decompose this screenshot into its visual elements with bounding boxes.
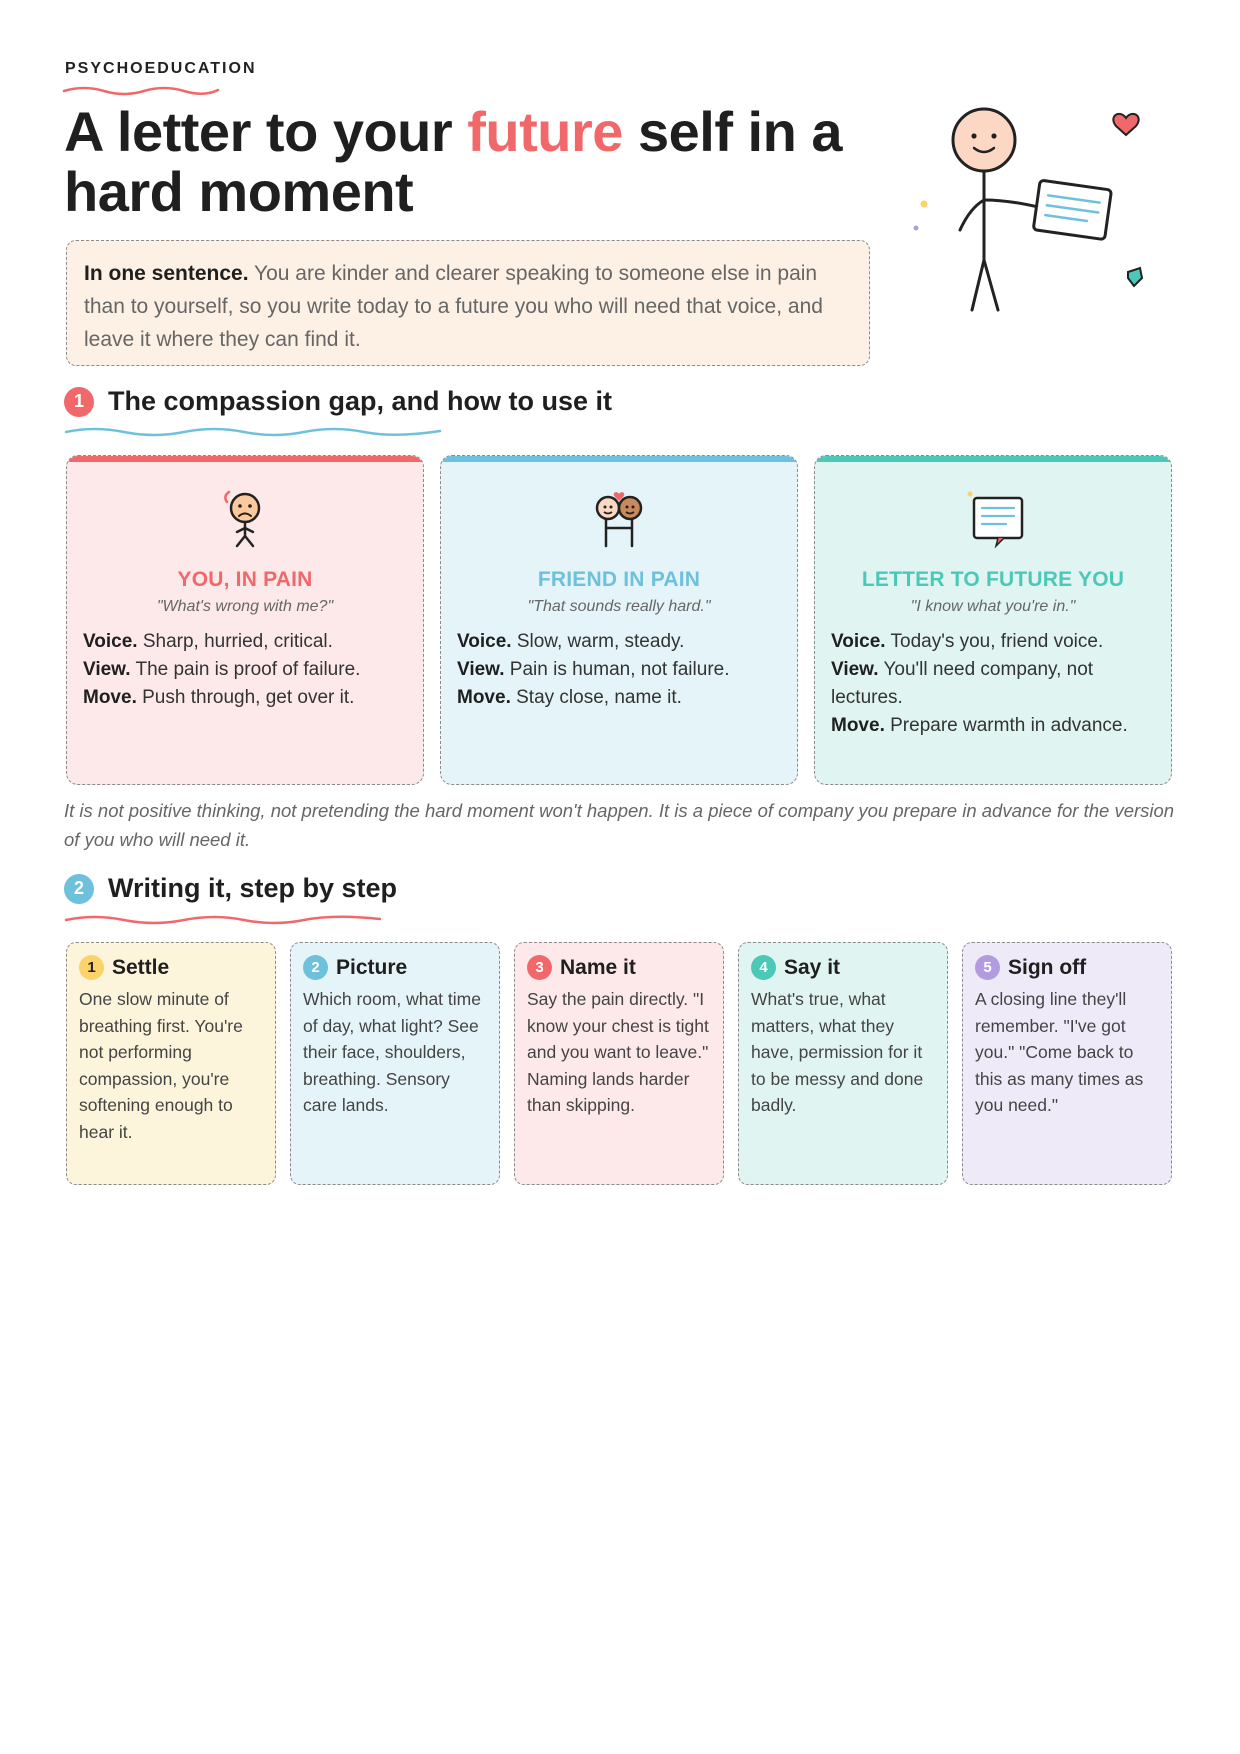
card-quote: "That sounds really hard." [527,598,711,615]
step-card-sign-off [962,942,1172,1185]
step-number: 3 [527,955,552,980]
step-card-picture [290,942,500,1185]
step-card-settle [66,942,276,1185]
card-topbar [441,456,797,462]
card-title: FRIEND IN PAIN [537,568,701,591]
sad-face-icon [215,486,275,550]
step-number: 4 [751,955,776,980]
letter-note-icon [958,486,1028,550]
card-voice-line: Voice. Slow, warm, steady. [457,631,685,652]
section-2-title: Writing it, step by step [108,873,398,903]
section-2-header [64,873,397,904]
section-1-header [64,386,612,417]
card-quote: "I know what you're in." [910,598,1076,615]
step-title: Sign off [1008,955,1087,979]
card-move-line: Move. Stay close, name it. [457,687,682,708]
card-title: YOU, IN PAIN [177,568,313,591]
card-topbar [67,456,423,462]
step-title: Settle [112,955,170,979]
card-title: LETTER TO FUTURE YOU [861,568,1125,591]
step-card-name-it [514,942,724,1185]
kicker-label: PSYCHOEDUCATION [65,60,257,77]
section-1-title: The compassion gap, and how to use it [108,386,613,416]
section-1-caption: It is not positive thinking, not pretending the hard moment won't happen. It is a piece of company you prepare in advance for the version of you who will need it. [64,800,1175,850]
step-number: 5 [975,955,1000,980]
card-voice-line: Voice. Today's you, friend voice. [831,631,1104,652]
step-number: 1 [79,955,104,980]
section-2-underline [64,912,384,926]
card-view-line: View. Pain is human, not failure. [457,659,730,680]
step-number: 2 [303,955,328,980]
step-body: Say the pain directly. "I know your chest is tight and you want to leave." Naming lands harder than skipping. [527,989,709,1115]
card-letter-to-future-you [814,455,1172,785]
card-you-in-pain [66,455,424,785]
two-friends-icon [584,486,654,550]
section-1-number: 1 [64,387,94,417]
step-card-say-it [738,942,948,1185]
step-body: What's true, what matters, what they have, permission for it to be messy and done badly. [751,989,924,1115]
step-title: Picture [336,955,408,979]
step-body: One slow minute of breathing first. You're not performing compassion, you're softening enough to hear it. [79,989,243,1142]
step-title: Say it [784,955,841,979]
step-body: A closing line they'll remember. "I've got you." "Come back to this as many times as you need." [975,989,1144,1115]
card-view-line: View. You'll need company, not lectures. [831,659,1094,708]
card-topbar [815,456,1171,462]
card-move-line: Move. Prepare warmth in advance. [831,715,1128,736]
card-view-line: View. The pain is proof of failure. [83,659,361,680]
card-friend-in-pain [440,455,798,785]
summary-text: You are kinder and clearer speaking to someone else in pain than to yourself, so you write today to a future you who will need that voice, and leave it where they can find it. [84,262,823,351]
section-2-number: 2 [64,874,94,904]
card-move-line: Move. Push through, get over it. [83,687,355,708]
card-voice-line: Voice. Sharp, hurried, critical. [83,631,333,652]
summary-box [66,240,870,366]
step-body: Which room, what time of day, what light? See their face, shoulders, breathing. Sensory care lands. [303,989,481,1115]
step-title: Name it [560,955,636,979]
figure-with-letter-icon [900,100,1190,340]
page-title: A letter to your future self in a hard moment [64,100,842,223]
card-quote: "What's wrong with me?" [156,598,334,615]
summary-lead: In one sentence. [84,262,249,285]
section-1-underline [64,424,444,438]
kicker-underline [62,84,222,96]
title-accent: future [467,100,623,163]
